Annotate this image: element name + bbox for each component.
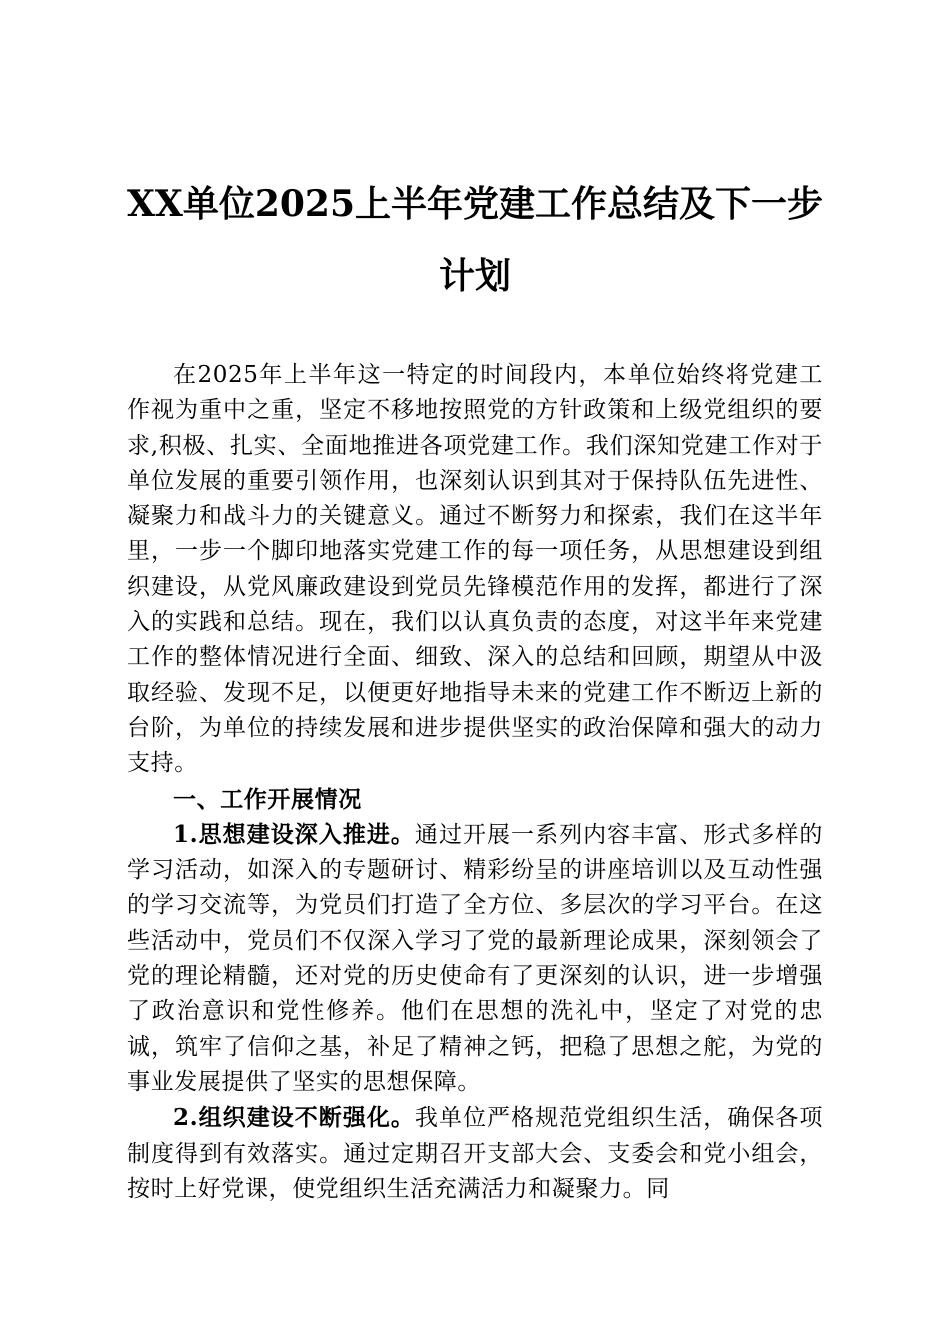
section-heading-work-progress: 一、工作开展情况	[173, 785, 362, 813]
item-lead-ideological: 1.思想建设深入推进。	[173, 820, 415, 848]
item-paragraph-ideological	[127, 817, 823, 1100]
item-text-organizational: 我单位严格规范党组织生活，确保各项制度得到有效落实。通过定期召开支部大会、支委会和党小组会，按时上好党课，使党组织生活充满活力和凝聚力。同	[127, 1105, 823, 1202]
item-paragraph-organizational	[127, 1100, 823, 1207]
document-body	[127, 358, 823, 1207]
item-lead-organizational: 2.组织建设不断强化。	[173, 1104, 415, 1132]
intro-paragraph: 在2025年上半年这一特定的时间段内，本单位始终将党建工作视为重中之重，坚定不移地按照党的方针政策和上级党组织的要求,积极、扎实、全面地推进各项党建工作。我们深知党建工作对于单位发展的重要引领作用，也深刻认识到其对于保持队伍先进性、凝聚力和战斗力的关键意义。通过不断努力和探索，我们在这半年里，一步一个脚印地落实党建工作的每一项任务，从思想建设到组织建设，从党风廉政建设到党员先锋模范作用的发挥，都进行了深入的实践和总结。现在，我们以认真负责的态度，对这半年来党建工作的整体情况进行全面、细致、深入的总结和回顾，期望从中汲取经验、发现不足，以便更好地指导未来的党建工作不断迈上新的台阶，为单位的持续发展和进步提供坚实的政治保障和强大的动力支持。	[127, 362, 823, 777]
item-text-ideological: 通过开展一系列内容丰富、形式多样的学习活动，如深入的专题研讨、精彩纷呈的讲座培训以及互动性强的学习交流等，为党员们打造了全方位、多层次的学习平台。在这些活动中，党员们不仅深入学习了党的最新理论成果，深刻领会了党的理论精髓，还对党的历史使命有了更深刻的认识，进一步增强了政治意识和党性修养。他们在思想的洗礼中，坚定了对党的忠诚，筑牢了信仰之基，补足了精神之钙，把稳了思想之舵，为党的事业发展提供了坚实的思想保障。	[127, 821, 823, 1095]
document-title: XX单位2025上半年党建工作总结及下一步计划	[126, 183, 824, 297]
